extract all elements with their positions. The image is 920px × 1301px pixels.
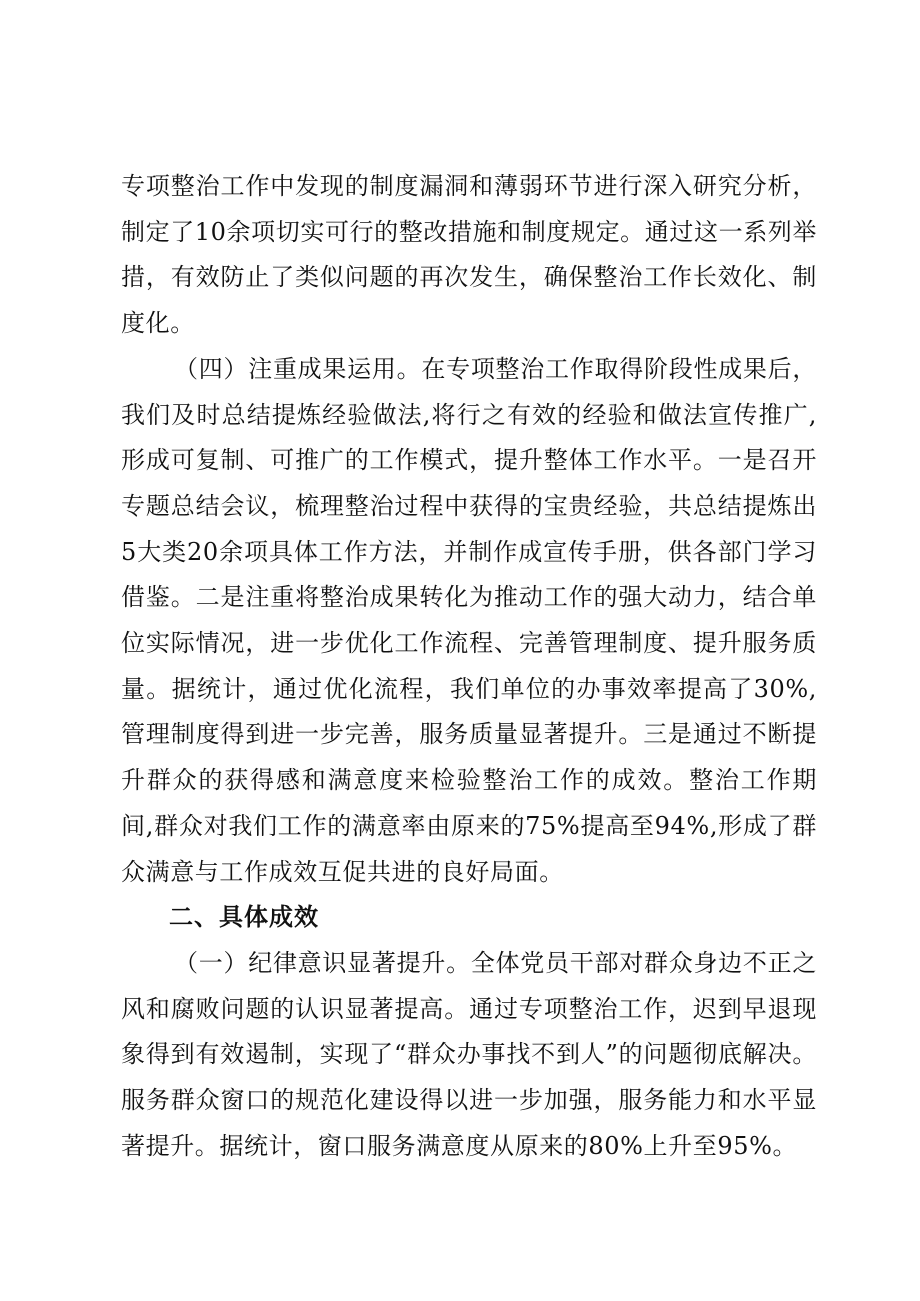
paragraph-continuation: 专项整治工作中发现的制度漏洞和薄弱环节进行深入研究分析，制定了10余项切实可行的整改措施和制度规定。通过这一系列举措，有效防止了类似问题的再次发生，确保整治工作长效化、制度化。 — [121, 172, 817, 338]
paragraph-discipline-awareness: （一）纪律意识显著提升。全体党员干部对群众身边不正之风和腐败问题的认识显著提高。通过专项整治工作，迟到早退现象得到有效遏制，实现了“群众办事找不到人”的问题彻底解决。服务群众窗口的规范化建设得以进一步加强，服务能力和水平显著提升。据统计，窗口服务满意度从原来的80%上升至95%。 — [121, 948, 817, 1160]
paragraph-section-four: （四）注重成果运用。在专项整治工作取得阶段性成果后，我们及时总结提炼经验做法,将行之有效的经验和做法宣传推广,形成可复制、可推广的工作模式，提升整体工作水平。一是召开专题总结会议，梳理整治过程中获得的宝贵经验，共总结提炼出5大类20余项具体工作方法，并制作成宣传手册，供各部门学习借鉴。二是注重将整治成果转化为推动工作的强大动力，结合单位实际情况，进一步优化工作流程、完善管理制度、提升服务质量。据统计，通过优化流程，我们单位的办事效率提高了30%,管理制度得到进一步完善，服务质量显著提升。三是通过不断提升群众的获得感和满意度来检验整治工作的成效。整治工作期间,群众对我们工作的满意率由原来的75%提高至94%,形成了群众满意与工作成效互促共进的良好局面。 — [121, 354, 817, 886]
section-heading-specific-results: 二、具体成效 — [169, 903, 319, 932]
document-body — [121, 164, 817, 1169]
